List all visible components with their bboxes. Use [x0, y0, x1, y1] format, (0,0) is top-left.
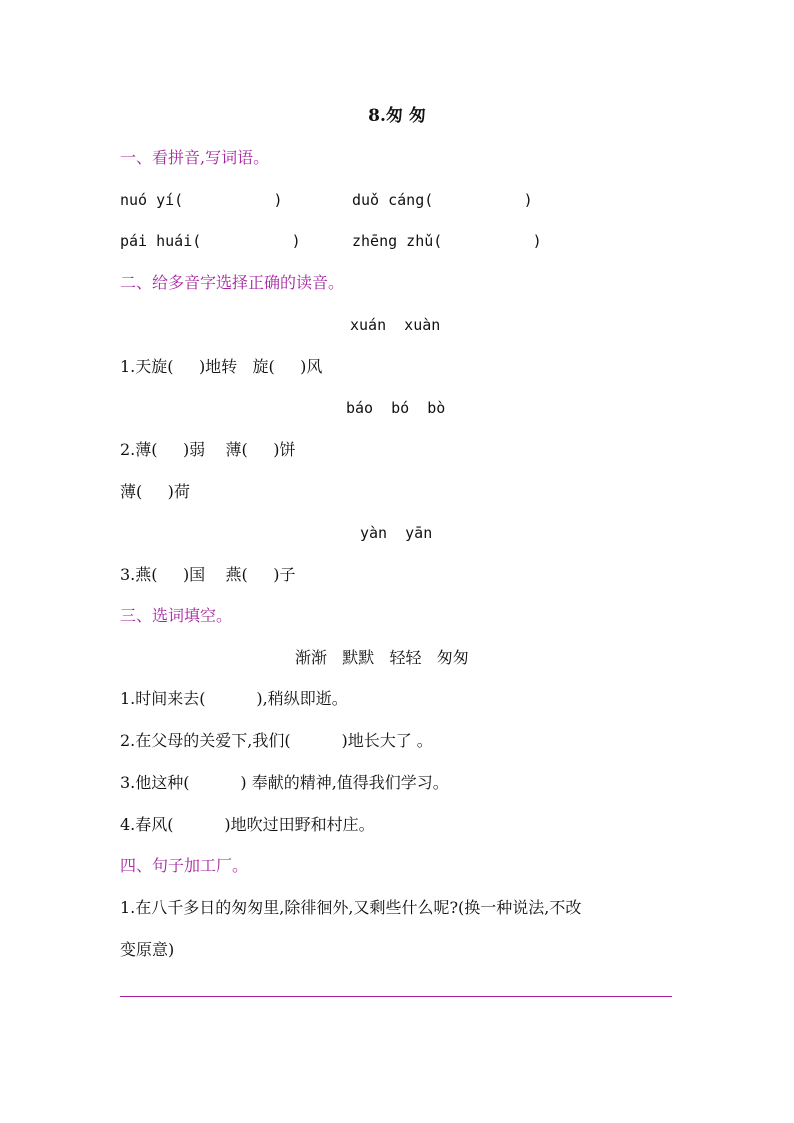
section-1-heading: 一、看拼音,写词语。: [120, 148, 270, 167]
pinyin-item-1: nuó yí( ): [120, 191, 283, 209]
q2-line-1: 2.薄( )弱 薄( )饼: [120, 440, 296, 459]
answer-line: [120, 996, 672, 997]
section-3-heading: 三、选词填空。: [120, 606, 233, 625]
q2-pinyin-options: báo bó bò: [346, 399, 446, 417]
q3-pinyin-options: yàn yān: [360, 524, 433, 542]
q1-pinyin-options: xuán xuàn: [350, 316, 441, 334]
q3-line: 3.燕( )国 燕( )子: [120, 565, 296, 584]
q1-line: 1.天旋( )地转 旋( )风: [120, 357, 323, 376]
word-choices: 渐渐 默默 轻轻 匆匆: [295, 648, 469, 667]
fill-item-4: 4.春风( )地吹过田野和村庄。: [120, 815, 375, 834]
page-title: 8.匆 匆: [368, 106, 426, 126]
pinyin-item-2: duǒ cáng( ): [352, 191, 533, 209]
pinyin-item-4: zhēng zhǔ( ): [352, 232, 542, 250]
fill-item-1: 1.时间来去( ),稍纵即逝。: [120, 689, 348, 708]
section-2-heading: 二、给多音字选择正确的读音。: [120, 273, 345, 292]
sentence-q1-line-2: 变原意): [120, 940, 175, 959]
sentence-q1-line-1: 1.在八千多日的匆匆里,除徘徊外,又剩些什么呢?(换一种说法,不改: [120, 898, 582, 917]
pinyin-item-3: pái huái( ): [120, 232, 301, 250]
fill-item-2: 2.在父母的关爱下,我们( )地长大了 。: [120, 731, 433, 750]
section-4-heading: 四、句子加工厂。: [120, 856, 249, 875]
fill-item-3: 3.他这种( ) 奉献的精神,值得我们学习。: [120, 773, 449, 792]
q2-line-2: 薄( )荷: [120, 482, 190, 501]
